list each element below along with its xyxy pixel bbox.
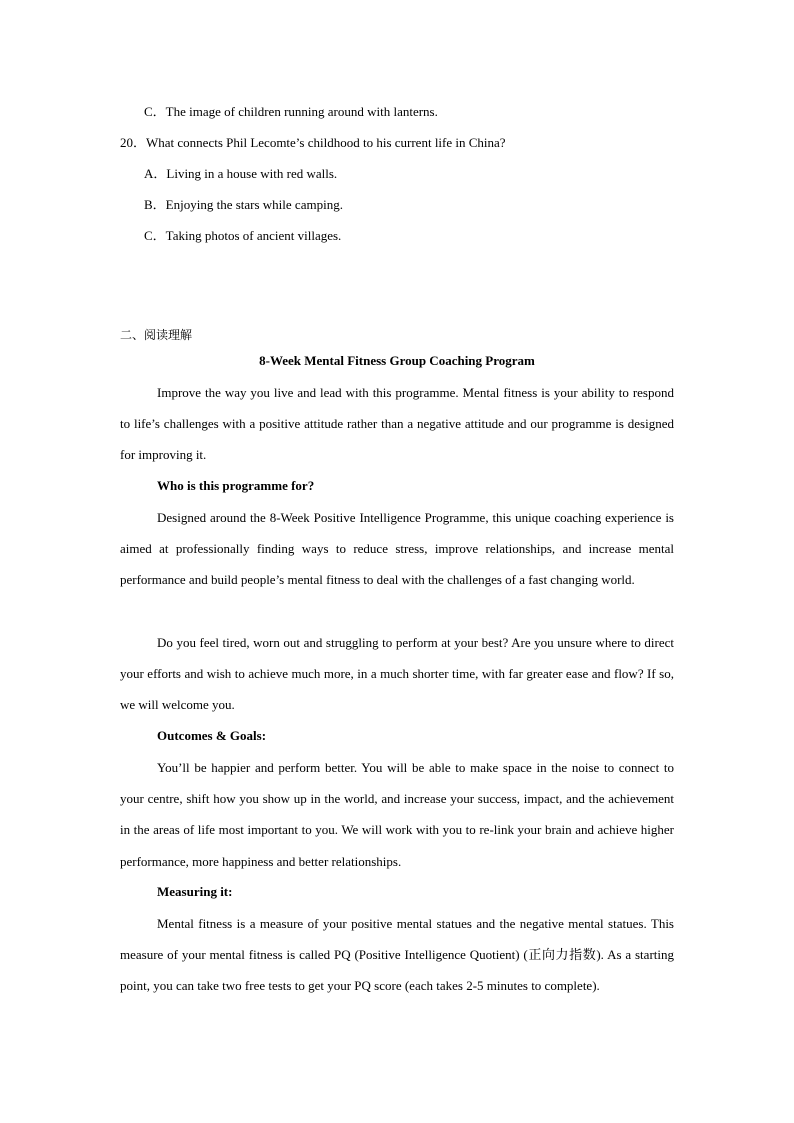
question-20-option-b: B．Enjoying the stars while camping. (144, 197, 343, 212)
measuring-heading: Measuring it: (157, 884, 233, 899)
question-20-option-a: A．Living in a house with red walls. (144, 166, 338, 181)
outcomes-heading: Outcomes & Goals: (157, 728, 267, 743)
measuring-paragraph: Mental fitness is a measure of your positive mental statues and the negative mental statues. This measure of your mental fitness is called PQ (Positive Intelligence Quotient) (正向力指数). As a starting point, you can take two free tests to get your PQ score (each takes 2-5 minutes to complete). (120, 916, 674, 994)
section-label: 二、阅读理解 (120, 328, 193, 342)
prev-question-option-c: C．The image of children running around with lanterns. (144, 104, 438, 119)
article-title: 8-Week Mental Fitness Group Coaching Program (259, 353, 535, 368)
who-heading: Who is this programme for? (157, 478, 315, 493)
outcomes-paragraph: You’ll be happier and perform better. You will be able to make space in the noise to connect to your centre, shift how you show up in the world, and increase your success, impact, and the achievement in the areas of life most important to you. We will work with you to re-link your brain and achieve higher performance, more happiness and better relationships. (120, 760, 674, 869)
who-paragraph-1: Designed around the 8-Week Positive Intelligence Programme, this unique coaching experience is aimed at professionally finding ways to reduce stress, improve relationships, and increase mental performance and build people’s mental fitness to deal with the challenges of a fast changing world. (120, 510, 674, 588)
who-paragraph-2: Do you feel tired, worn out and struggling to perform at your best? Are you unsure where to direct your efforts and wish to achieve much more, in a much shorter time, with far greater ease and flow? If so, we will welcome you. (120, 635, 674, 713)
article-intro-paragraph: Improve the way you live and lead with this programme. Mental fitness is your ability to respond to life’s challenges with a positive attitude rather than a negative attitude and our programme is designed for improving it. (120, 385, 674, 463)
question-20-option-c: C．Taking photos of ancient villages. (144, 228, 342, 243)
question-20-stem: 20．What connects Phil Lecomte’s childhood to his current life in China? (120, 135, 506, 150)
